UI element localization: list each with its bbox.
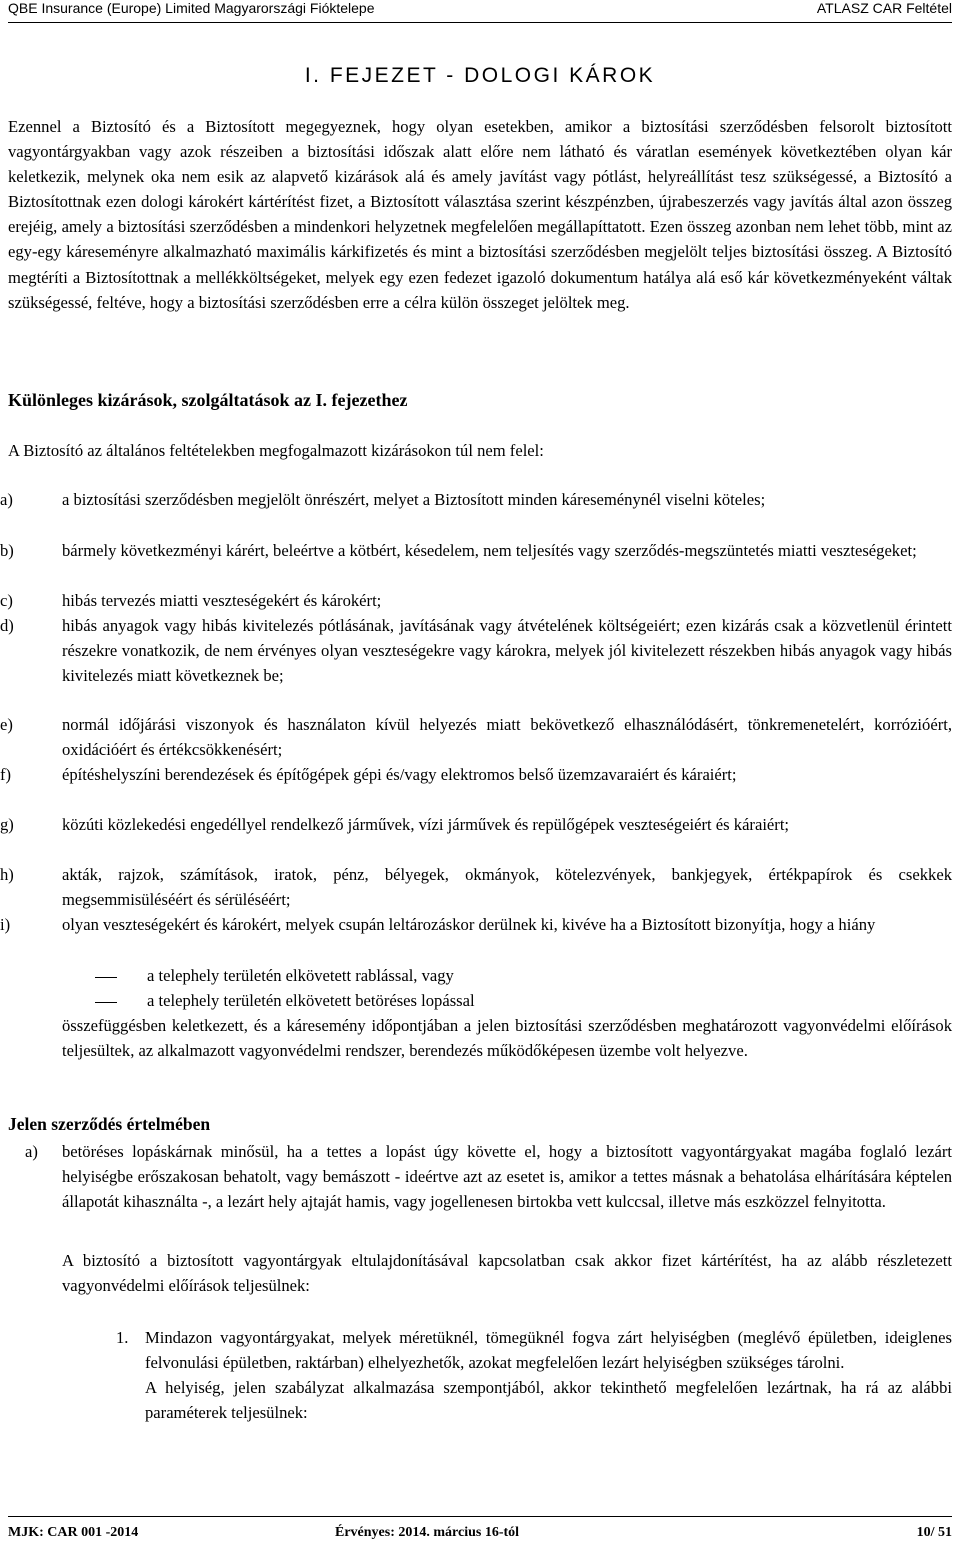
exclusions-intro: A Biztosító az általános feltételekben megfogalmazott kizárásokon túl nem felel: [8,441,544,460]
page-footer [8,1516,952,1540]
exclusion-i-continuation: összefüggésben keletkezett, és a káresemény időpontjában a jelen biztosítási szerződésben meghatározott vagyonvédelmi előírások teljesültek, az alkalmazott vagyonvédelmi rendszer, berendezés működőképesen üzembe volt helyezve. [62,1016,952,1061]
header-document-title: ATLASZ CAR Feltétel [816,0,952,16]
dash-bullet [95,1002,117,1003]
exclusion-item-g: g) közúti közlekedési engedéllyel rendelkező járművek, vízi járművek és repülőgépek veszteségeiért és káraiért; [0,815,790,834]
definition-item-a: a) betöréses lopáskárnak minősül, ha a tettes a lopást úgy követte el, hogy a biztosított vagyontárgyakat magába foglaló lezárt helyiségbe erőszakosan behatolt, vagy bemászott - ideértve azt az esetet is, amikor a tettes másnak a behatolása elhárítására képtelen állapotát kihasználta -, a lezárt hely ajtaját hamis, vagy jogellenesen birtokba vett kulccsal, illetve más eszközzel felnyitotta. [25,1142,952,1212]
footer-page-number: 10/ 51 [916,1525,952,1540]
exclusion-item-b: b) bármely következményi kárért, beleértve a kötbért, késedelem, nem teljesítés vagy szerződés-megszüntetés miatti veszteségeket; [0,541,917,560]
footer-validity: Érvényes: 2014. március 16-tól [335,1525,520,1540]
dash-item-burglary: a telephely területén elkövetett betöréses lopással [95,988,475,1013]
numbered-item-1: 1. Mindazon vagyontárgyakat, melyek méretüknél, tömegüknél fogva zárt helyiségben (meglévő épületben, ideiglenes felvonulási épületben, raktárban) elhelyezhetők, azokat megfelelően lezárt helyiségben szükséges tárolni. A helyiség, jelen szabályzat alkalmazása szempontjából, akkor tekinthető megfelelően lezártnak, ha rá az alábbi paraméterek teljesülnek: [116,1328,952,1423]
exclusion-item-c: c) hibás tervezés miatti veszteségekért és károkért; [0,591,382,610]
exclusion-item-i: i) olyan veszteségekért és károkért, melyek csupán leltározáskor derülnek ki, kivéve ha a Biztosított bizonyítja, hogy a hiány [0,915,876,934]
exclusion-item-h: h) akták, rajzok, számítások, iratok, pénz, bélyegek, okmányok, kötelezvények, bankjegyek, értékpapírok és csekkek megsemmisüléséért és sérüléséért; [0,865,952,910]
exclusion-item-e: e) normál időjárási viszonyok és használaton kívül helyezés miatt bekövetkező elhasználódásért, tönkremenetelért, korrózióért, oxidációért és értékcsökkenésért; [0,715,952,760]
dash-item-robbery: a telephely területén elkövetett rablással, vagy [95,963,454,988]
compensation-paragraph: A biztosító a biztosított vagyontárgyak eltulajdonításával kapcsolatban csak akkor fizet kártérítést, ha az alább részletezett vagyonvédelmi előírások teljesülnek: [62,1251,952,1296]
dash-bullet [95,977,117,978]
chapter-title: I. FEJEZET - DOLOGI KÁROK [304,64,656,87]
section-heading: Különleges kizárások, szolgáltatások az I. fejezethez [8,390,408,410]
intro-paragraph: Ezennel a Biztosító és a Biztosított megegyeznek, hogy olyan esetekben, amikor a biztosítási szerződésben felsorolt biztosított vagyontárgyakban vagy azok részeiben a biztosítási időszak alatt előre nem látható és váratlan események következtében olyan kár keletkezik, melynek oka nem esik az alapvető kizárások alá és amely javítást vagy pótlást, helyreállítást tesz szükségessé, a Biztosító a Biztosítottnak ezen dologi károkért kártérítést fizet, a Biztosított választása szerint készpénzben, újrabeszerzés vagy javítás által azon összeg erejéig, amely a biztosítási szerződésben a mindenkori helyzetnek megfelelően megállapíttatott. Ezen összeg azonban nem lehet több, mint az egy-egy káreseményre alkalmazható maximális kárkifizetés és mint a biztosítási szerződésben megjelölt teljes biztosítási összeg. A Biztosító megtéríti a Biztosítottnak a mellékköltségeket, melyek egy ezen fedezet igazoló dokumentum hatálya alá eső kár következményeként váltak szükségessé, feltéve, hogy a biztosítási szerződésben erre a célra külön összeget jelöltek meg. [8,117,952,312]
page-header [8,0,952,23]
header-company: QBE Insurance (Europe) Limited Magyarországi Fióktelepe [8,0,375,16]
footer-doc-code: MJK: CAR 001 -2014 [8,1525,139,1540]
definitions-heading: Jelen szerződés értelmében [8,1114,211,1134]
exclusion-item-a: a) a biztosítási szerződésben megjelölt önrészért, melyet a Biztosított minden káreseménynél viselni köteles; [0,490,766,509]
exclusion-item-f: f) építéshelyszíni berendezések és építőgépek gépi és/vagy elektromos belső üzemzavaraiért és káraiért; [0,765,737,784]
exclusion-item-d: d) hibás anyagok vagy hibás kivitelezés pótlásának, javításának vagy átvételének költségeiért; ezen kizárás csak a közvetlenül érintett részekre vonatkozik, de nem érvényes olyan veszteségekre vagy károkra, melyek jól kivitelezett részekben hibás anyagok vagy hibás kivitelezés miatt következnek be; [0,616,952,686]
